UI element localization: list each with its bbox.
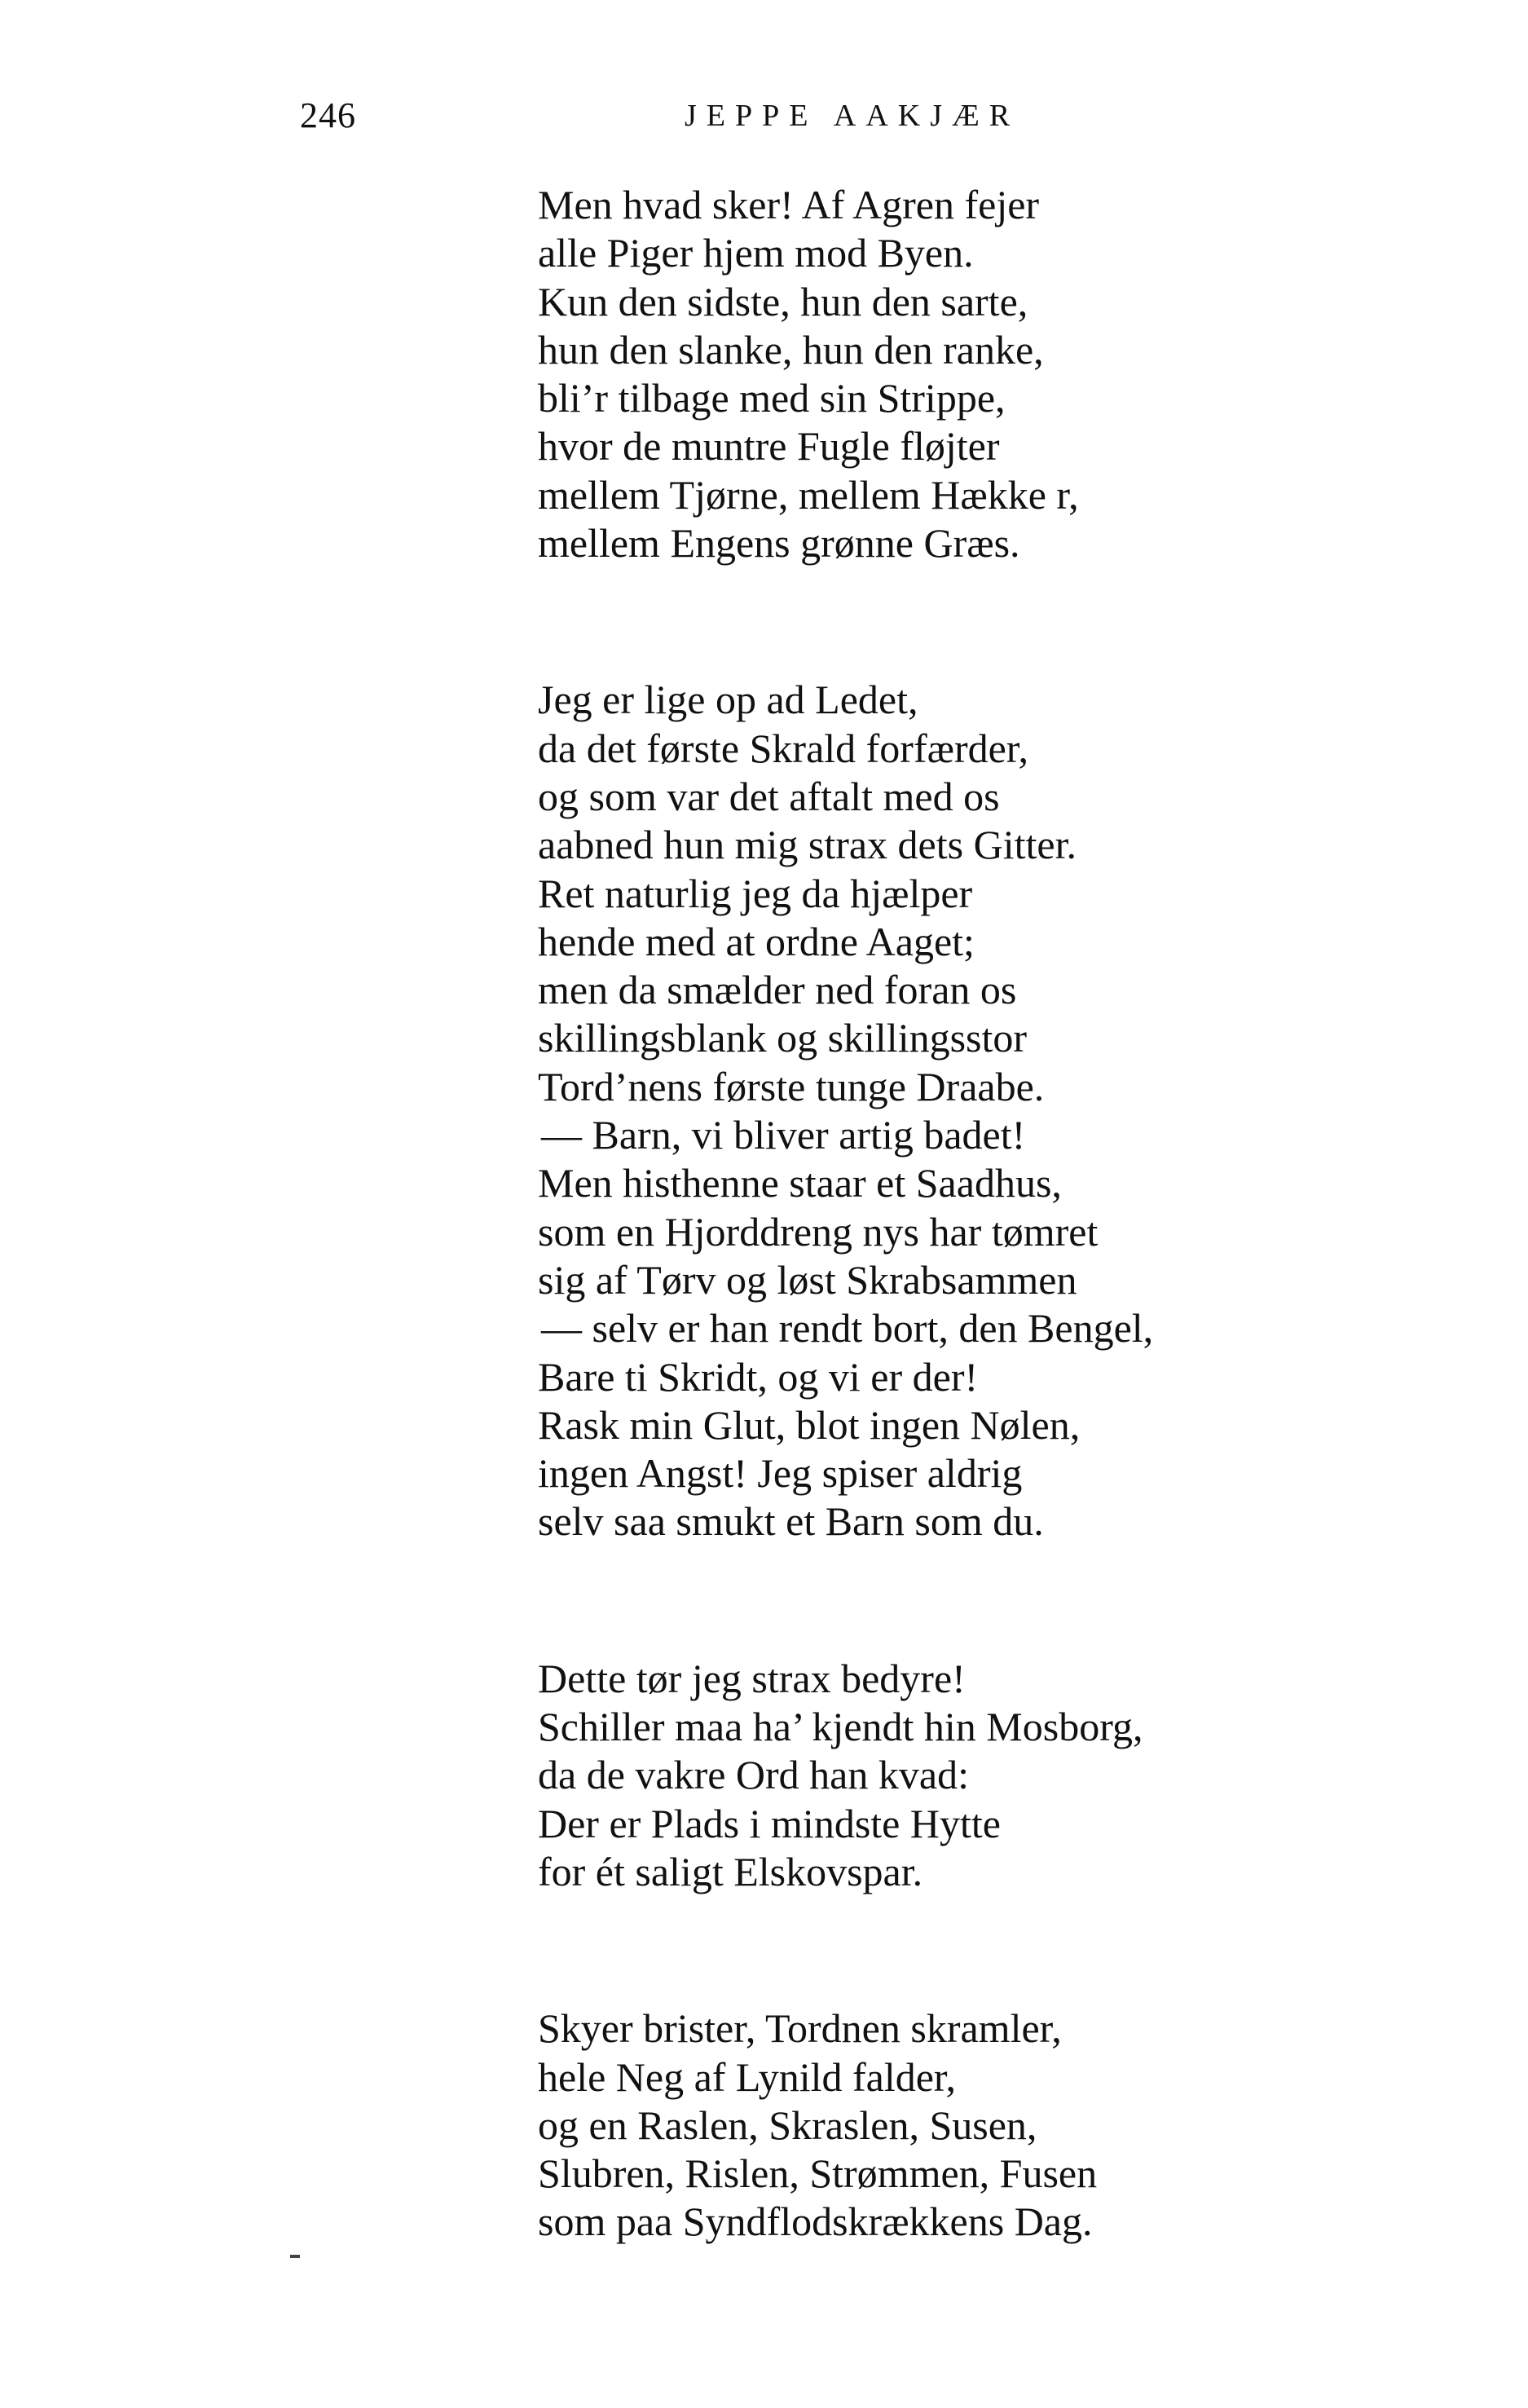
poem-line: skillingsblank og skillingsstor xyxy=(538,1015,1028,1061)
poem-line: Kun den sidste, hun den sarte, xyxy=(538,278,1028,324)
poem-line: og som var det aftalt med os xyxy=(538,773,1000,819)
running-head-author: JEPPE AAKJÆR xyxy=(685,99,1020,133)
poem-line: da det første Skrald forfærder, xyxy=(538,725,1028,771)
poem-line: som en Hjorddreng nys har tømret xyxy=(538,1208,1099,1255)
poem-line: for ét saligt Elskovspar. xyxy=(538,1848,923,1894)
poem-line: Skyer brister, Tordnen skramler, xyxy=(538,2005,1062,2052)
poem-line: Slubren, Rislen, Strømmen, Fusen xyxy=(538,2150,1098,2197)
poem-line: sig af Tørv og løst Skrabsammen xyxy=(538,1256,1077,1303)
poem-line: Jeg er lige op ad Ledet, xyxy=(538,677,918,723)
poem-line: Men histhenne staar et Saadhus, xyxy=(538,1160,1062,1206)
poem-line: og en Raslen, Skraslen, Susen, xyxy=(538,2101,1037,2148)
poem-line: Ret naturlig jeg da hjælper xyxy=(538,870,973,916)
poem-line: Der er Plads i mindste Hytte xyxy=(538,1800,1001,1846)
print-speck xyxy=(290,2255,300,2258)
poem-line: selv saa smukt et Barn som du. xyxy=(538,1498,1044,1545)
poem-line: da de vakre Ord han kvad: xyxy=(538,1752,969,1798)
poem-line: Tord’nens første tunge Draabe. xyxy=(538,1063,1045,1109)
poem-line: — selv er han rendt bort, den Bengel, xyxy=(541,1305,1154,1352)
poem-line: som paa Syndflodskrækkens Dag. xyxy=(538,2199,1093,2245)
poem-line: Schiller maa ha’ kjendt hin Mosborg, xyxy=(538,1704,1143,1750)
poem-line: mellem Engens grønne Græs. xyxy=(538,520,1020,567)
poem-line: Men hvad sker! Af Agren fejer xyxy=(538,182,1040,227)
stanza-1 xyxy=(538,181,1499,567)
stanza-4 xyxy=(538,2004,1499,2246)
poem-line: aabned hun mig strax dets Gitter. xyxy=(538,822,1077,868)
poem-line: hele Neg af Lynild falder, xyxy=(538,2053,957,2100)
poem-line: ingen Angst! Jeg spiser aldrig xyxy=(538,1450,1023,1497)
poem-line: alle Piger hjem mod Byen. xyxy=(538,230,974,276)
poem-line: Bare ti Skridt, og vi er der! xyxy=(538,1353,979,1400)
poem-line: Dette tør jeg strax bedyre! xyxy=(538,1655,966,1701)
poem-line: hende med at ordne Aaget; xyxy=(538,918,975,964)
poem-line: mellem Tjørne, mellem Hække r, xyxy=(538,471,1079,518)
poem-line: — Barn, vi bliver artig badet! xyxy=(541,1112,1026,1158)
poem-line: hvor de muntre Fugle fløjter xyxy=(538,423,1000,470)
poem-line: hun den slanke, hun den ranke, xyxy=(538,326,1044,373)
stanza-3 xyxy=(538,1655,1499,1896)
running-head xyxy=(0,91,1528,140)
stanza-2 xyxy=(538,676,1499,1546)
poem-line: Rask min Glut, blot ingen Nølen, xyxy=(538,1401,1081,1448)
poem xyxy=(538,181,1499,2355)
poem-line: men da smælder ned foran os xyxy=(538,967,1017,1013)
page-number: 246 xyxy=(300,95,356,135)
poem-line: bli’r tilbage med sin Strippe, xyxy=(538,375,1006,421)
